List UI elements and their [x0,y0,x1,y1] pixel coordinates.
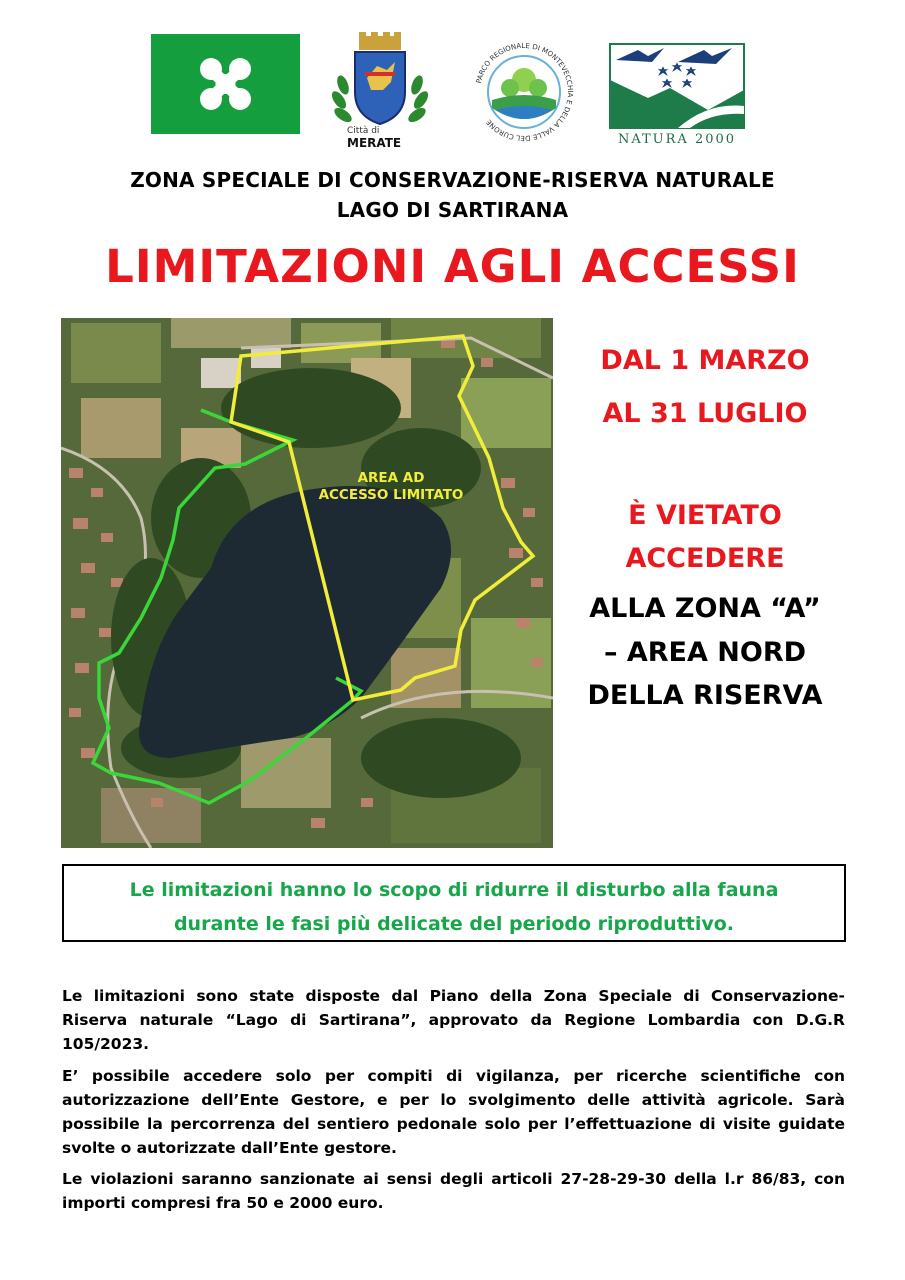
zone-line-2: – AREA NORD [603,637,807,668]
parco-montevecchia-logo [470,38,578,146]
header-line-1: ZONA SPECIALE DI CONSERVAZIONE-RISERVA NATURALE [130,168,775,192]
natura-2000-icon [608,40,746,130]
logo-bar [0,30,905,150]
map-label-line-1: AREA AD [357,470,425,486]
paragraph-sanctions: Le violazioni saranno sanzionate ai sensi degli articoli 27-28-29-30 della l.r 86/83, con importi compresi fra 50 e 2000 euro. [62,1170,845,1212]
aerial-map-image [61,318,553,848]
merate-coat-of-arms-icon [325,30,435,150]
regione-lombardia-logo [151,34,300,134]
natura-2000-logo [608,40,746,148]
paragraph-access-exceptions: E’ possibile accedere solo per compiti di vigilanza, per ricerche scientifiche con autorizzazione dell’Ente Gestore, e per lo svolgimento delle attività agricole. Sarà possibile la percorrenza del sentiero pedonale solo per l’effettuazione di visite guidate svolte o autorizzate dall’Ente gestore. [62,1067,845,1157]
main-title: LIMITAZIONI AGLI ACCESSI [105,240,800,293]
paragraph-regulation: Le limitazioni sono state disposte dal Piano della Zona Speciale di Conservazione-Riserva naturale “Lago di Sartirana”, approvato da Regione Lombardia con D.G.R 105/2023. [62,987,845,1053]
date-from: DAL 1 MARZO [600,345,810,376]
merate-small-text: Città di [347,126,380,136]
map-label-line-2: ACCESSO LIMITATO [318,487,464,503]
prohibited-line-1: È VIETATO [628,500,782,531]
citta-di-merate-logo [325,30,435,150]
purpose-line-2: durante le fasi più delicate del periodo riproduttivo. [173,913,735,935]
prohibited-line-2: ACCEDERE [625,543,785,574]
parco-emblem-icon [470,38,578,146]
purpose-line-1: Le limitazioni hanno lo scopo di ridurre il disturbo alla fauna [129,879,779,901]
parco-ring-text: PARCO REGIONALE DI MONTEVECCHIA E DELLA VALLE DEL CURONE [474,41,575,143]
aerial-map [61,318,553,848]
natura-2000-text: NATURA 2000 [617,132,737,147]
date-to: AL 31 LUGLIO [602,398,808,429]
zone-line-1: ALLA ZONA “A” [589,593,821,624]
lombardia-rose-icon [151,34,300,134]
purpose-box [62,864,846,942]
map-label [301,470,481,504]
header-line-2: LAGO DI SARTIRANA [336,198,569,222]
zone-line-3: DELLA RISERVA [587,680,823,711]
merate-name: MERATE [347,136,402,150]
